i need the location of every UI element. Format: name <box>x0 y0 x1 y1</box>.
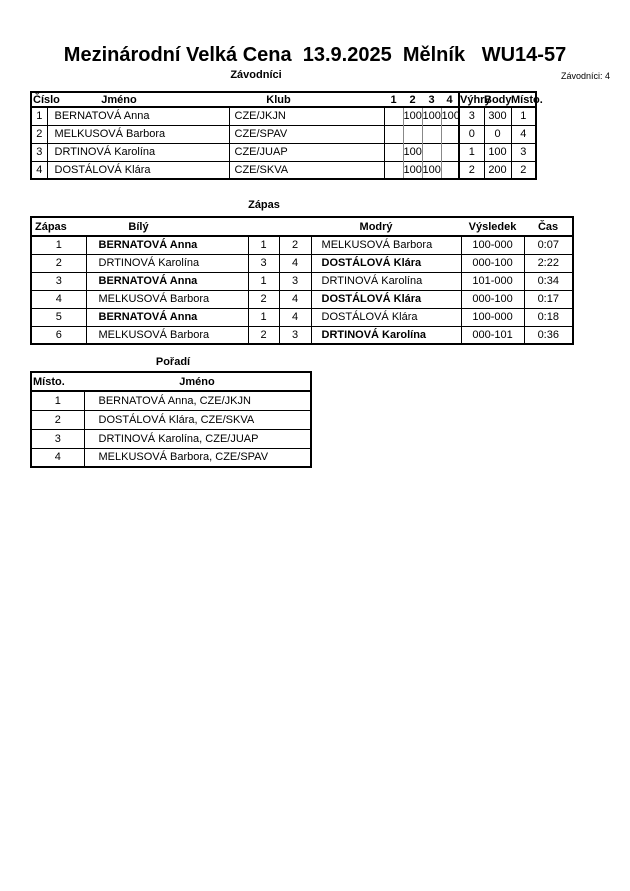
cell-white-number: 2 <box>248 326 279 344</box>
cell-white-number: 1 <box>248 236 279 254</box>
table-header-row <box>31 92 536 107</box>
cell-blue-name: DOSTÁLOVÁ Klára <box>311 290 461 308</box>
column-header-place: Místo. <box>511 93 543 106</box>
cell-wins: 1 <box>459 143 484 161</box>
cell-match-number: 5 <box>31 308 86 326</box>
cell-name: MELKUSOVÁ Barbora, CZE/SPAV <box>84 448 311 467</box>
cell-match-number: 6 <box>31 326 86 344</box>
column-header-match: Zápas <box>31 217 86 236</box>
table-row <box>31 161 536 179</box>
cell-white-name: MELKUSOVÁ Barbora <box>86 290 248 308</box>
table-row <box>31 290 573 308</box>
cell-match-number: 1 <box>31 236 86 254</box>
competitors-count: Závodníci: 4 <box>560 71 610 81</box>
cell-round-4 <box>441 161 459 179</box>
cell-round-1 <box>384 161 403 179</box>
cell-round-4: 100 <box>441 107 459 125</box>
cell-blue-number: 2 <box>279 236 311 254</box>
cell-blue-number: 4 <box>279 290 311 308</box>
section-heading-competitors: Závodníci <box>230 69 282 81</box>
cell-club: CZE/JKJN <box>229 107 384 125</box>
cell-result: 000-100 <box>461 254 524 272</box>
ranking-table <box>30 371 312 468</box>
column-header-result: Výsledek <box>461 217 524 236</box>
table-header-row <box>31 372 311 391</box>
cell-match-number: 3 <box>31 272 86 290</box>
cell-place: 4 <box>31 448 84 467</box>
table-row <box>31 125 536 143</box>
cell-round-2: 100 <box>403 107 422 125</box>
cell-round-2 <box>403 125 422 143</box>
cell-round-2: 100 <box>403 143 422 161</box>
cell-number: 4 <box>31 161 47 179</box>
cell-number: 1 <box>31 107 47 125</box>
cell-white-name: BERNATOVÁ Anna <box>86 308 248 326</box>
matches-table <box>30 216 574 345</box>
cell-points: 300 <box>484 107 511 125</box>
cell-result: 101-000 <box>461 272 524 290</box>
cell-blue-name: DRTINOVÁ Karolína <box>311 272 461 290</box>
section-heading-ranking: Pořadí <box>155 356 191 368</box>
cell-number: 2 <box>31 125 47 143</box>
cell-result: 000-101 <box>461 326 524 344</box>
table-row <box>31 236 573 254</box>
cell-place: 3 <box>511 143 536 161</box>
cell-round-4 <box>441 125 459 143</box>
cell-result: 100-000 <box>461 308 524 326</box>
cell-white-name: BERNATOVÁ Anna <box>86 236 248 254</box>
cell-place: 1 <box>511 107 536 125</box>
column-header-wins: Výhry <box>460 93 491 106</box>
cell-place: 2 <box>511 161 536 179</box>
cell-blue-name: DOSTÁLOVÁ Klára <box>311 308 461 326</box>
cell-wins: 0 <box>459 125 484 143</box>
cell-place: 1 <box>31 391 84 410</box>
cell-wins: 3 <box>459 107 484 125</box>
cell-place: 2 <box>31 410 84 429</box>
cell-name: MELKUSOVÁ Barbora <box>47 125 229 143</box>
table-row <box>31 254 573 272</box>
cell-white-number: 2 <box>248 290 279 308</box>
column-header-round-3: 3 <box>422 92 441 107</box>
column-header-white: Bílý <box>86 217 311 236</box>
cell-round-3 <box>422 143 441 161</box>
cell-time: 0:34 <box>524 272 573 290</box>
cell-time: 2:22 <box>524 254 573 272</box>
competitors-table <box>30 91 543 180</box>
column-header-time: Čas <box>524 217 573 236</box>
cell-points: 200 <box>484 161 511 179</box>
column-header-place: Místo. <box>31 372 84 391</box>
cell-name: BERNATOVÁ Anna, CZE/JKJN <box>84 391 311 410</box>
cell-round-3 <box>422 125 441 143</box>
column-header-club: Klub <box>229 92 384 107</box>
cell-white-name: MELKUSOVÁ Barbora <box>86 326 248 344</box>
cell-round-3: 100 <box>422 161 441 179</box>
cell-name: BERNATOVÁ Anna <box>47 107 229 125</box>
cell-round-3: 100 <box>422 107 441 125</box>
cell-result: 100-000 <box>461 236 524 254</box>
cell-name: DRTINOVÁ Karolína, CZE/JUAP <box>84 429 311 448</box>
column-header-blue: Modrý <box>311 217 461 236</box>
cell-white-number: 1 <box>248 272 279 290</box>
cell-round-1 <box>384 125 403 143</box>
column-header-name: Jméno <box>84 372 311 391</box>
column-header-round-2: 2 <box>403 92 422 107</box>
table-row <box>31 308 573 326</box>
table-row <box>31 410 311 429</box>
cell-result: 000-100 <box>461 290 524 308</box>
cell-club: CZE/SPAV <box>229 125 384 143</box>
table-row <box>31 391 311 410</box>
cell-blue-name: DRTINOVÁ Karolína <box>311 326 461 344</box>
cell-round-4 <box>441 143 459 161</box>
cell-blue-number: 3 <box>279 272 311 290</box>
column-header-number: Číslo <box>33 93 60 106</box>
cell-points: 0 <box>484 125 511 143</box>
cell-blue-name: MELKUSOVÁ Barbora <box>311 236 461 254</box>
cell-round-2: 100 <box>403 161 422 179</box>
cell-round-1 <box>384 107 403 125</box>
section-heading-matches: Zápas <box>248 199 280 211</box>
cell-number: 3 <box>31 143 47 161</box>
cell-blue-number: 3 <box>279 326 311 344</box>
table-row <box>31 448 311 467</box>
cell-match-number: 4 <box>31 290 86 308</box>
cell-white-name: DRTINOVÁ Karolína <box>86 254 248 272</box>
cell-name: DOSTÁLOVÁ Klára <box>47 161 229 179</box>
table-row <box>31 326 573 344</box>
cell-wins: 2 <box>459 161 484 179</box>
table-row <box>31 272 573 290</box>
cell-match-number: 2 <box>31 254 86 272</box>
cell-time: 0:17 <box>524 290 573 308</box>
cell-name: DOSTÁLOVÁ Klára, CZE/SKVA <box>84 410 311 429</box>
cell-white-number: 3 <box>248 254 279 272</box>
cell-place: 3 <box>31 429 84 448</box>
cell-blue-number: 4 <box>279 254 311 272</box>
cell-blue-name: DOSTÁLOVÁ Klára <box>311 254 461 272</box>
cell-round-1 <box>384 143 403 161</box>
table-row <box>31 107 536 125</box>
table-row <box>31 143 536 161</box>
column-header-name: Jméno <box>47 92 229 107</box>
cell-white-name: BERNATOVÁ Anna <box>86 272 248 290</box>
column-header-points: Body <box>484 93 512 106</box>
cell-time: 0:07 <box>524 236 573 254</box>
cell-points: 100 <box>484 143 511 161</box>
cell-white-number: 1 <box>248 308 279 326</box>
cell-club: CZE/SKVA <box>229 161 384 179</box>
column-header-round-1: 1 <box>384 92 403 107</box>
page-title: Mezinárodní Velká Cena 13.9.2025 Mělník WU14-57 <box>63 44 567 66</box>
cell-time: 0:18 <box>524 308 573 326</box>
table-header-row <box>31 217 573 236</box>
cell-club: CZE/JUAP <box>229 143 384 161</box>
cell-time: 0:36 <box>524 326 573 344</box>
cell-name: DRTINOVÁ Karolína <box>47 143 229 161</box>
column-header-round-4: 4 <box>441 92 459 107</box>
cell-blue-number: 4 <box>279 308 311 326</box>
cell-place: 4 <box>511 125 536 143</box>
table-row <box>31 429 311 448</box>
